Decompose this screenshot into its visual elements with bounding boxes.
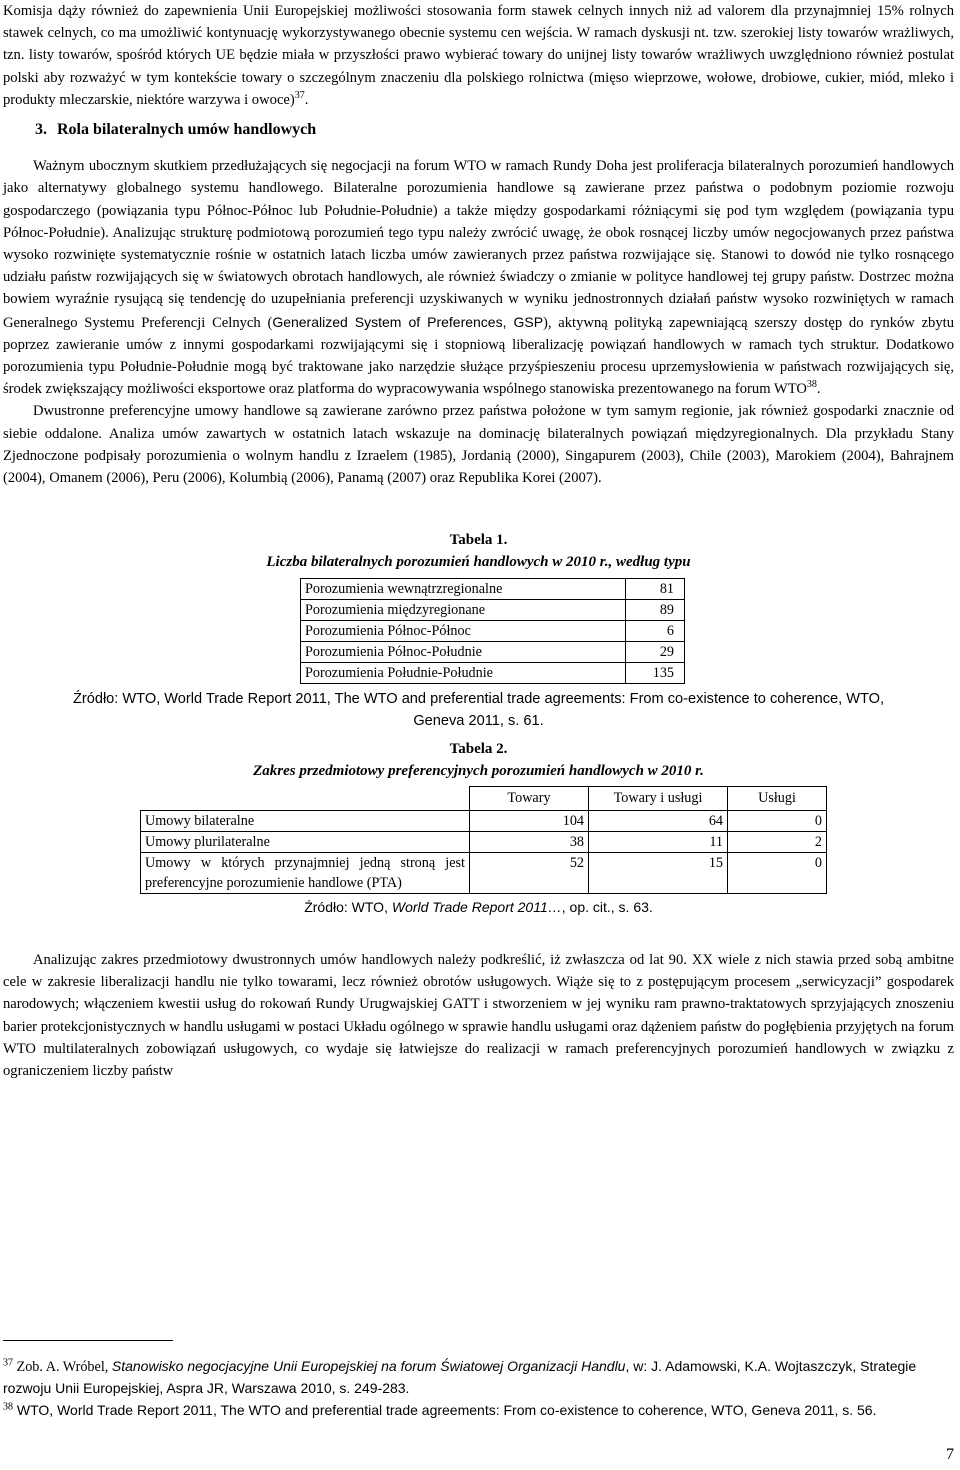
footnote-38 [3,1400,954,1422]
table1-row-label: Porozumienia Północ-Południe [301,641,626,662]
table2-row-label: Umowy plurilateralne [141,831,470,852]
table2-row [141,831,827,852]
table1-row-value: 29 [626,641,685,662]
table2-source [3,896,954,919]
section-title: Rola bilateralnych umów handlowych [57,121,317,139]
table2-row-label: Umowy w których przynajmniej jedną stroną jest preferencyjne porozumienie handlowe (PTA) [141,852,470,893]
table1-row-value: 81 [626,578,685,599]
table2-source-a: Źródło: WTO, [304,898,392,915]
gsp-term: Generalized System of Preferences, GSP [272,313,544,330]
footnote-37-b: , w: J. Adamowski, K.A. Wojtaszczyk, Strategie rozwoju Unii Europejskiej, Aspra JR, Warszawa 2010, s. 249-283. [3,1358,917,1396]
table2-cell-services: 2 [728,831,827,852]
body-p2-a: Ważnym ubocznym skutkiem przedłużających się negocjacji na forum WTO w ramach Rundy Doha jest proliferacja bilateralnych porozumień handlowych jako alternatywy globalnego systemu handlowego. Bilateralne porozumienia handlowe są zawierane przez państwa o podobnym poziomie rozwoju gospodarczego (powiązania typu Północ-Północ lub Południe-Południe) a także między gospodarkami różniącymi się pod tym względem (powiązania typu Północ-Południe). Analizując strukturę podmiotową porozumień tego typu należy zwrócić uwagę, że obok rosnącej liczby umów negocjowanych przez państwa wysoko rozwinięte systematycznie rośnie w ostatnich latach liczba umów zawieranych przez państwa rozwijające się. Stanowi to dowód nie tylko rosnącego udziału państw rozwijających się w światowych obrotach handlowych, ale również świadczy o zmianie w polityce handlowej tej grupy państw. Dostrzec można bowiem wyraźnie rysującą się tendencję do uzupełniania preferencji uzyskiwanych w wyniku jednostronnych działań państw wysoko rozwiniętych w ramach Generalnego Systemu Preferencji Celnych ( [3,158,954,331]
footnotes [3,1356,954,1422]
table1-caption: Tabela 1. [449,532,508,549]
footnote-37-number: 37 [3,1357,13,1369]
table2-cell-services: 0 [728,810,827,831]
table1-row-value: 6 [626,620,685,641]
table2-cell-goods-services: 15 [589,852,728,893]
table2 [140,786,827,893]
table1 [300,578,685,684]
footnote-ref-37[interactable]: 37 [294,89,305,101]
body-p2-end: . [816,381,821,398]
table1-row-label: Porozumienia Północ-Północ [301,620,626,641]
table2-source-italic: World Trade Report 2011… [391,898,562,915]
table2-header-goods: Towary [470,787,589,810]
body-paragraph-1 [3,155,954,400]
table1-row-value: 89 [626,599,685,620]
footnote-ref-38[interactable]: 38 [806,379,817,391]
table1-row-value: 135 [626,662,685,683]
table2-row [141,810,827,831]
table2-cell-services: 0 [728,852,827,893]
table2-title: Zakres przedmiotowy preferencyjnych porozumień handlowych w 2010 r. [253,763,704,780]
table2-cell-goods: 104 [470,810,589,831]
body-paragraph-3: Analizując zakres przedmiotowy dwustronnych umów handlowych należy podkreślić, iż zwłaszcza od lat 90. XX wiele z nich stawia przed sobą ambitne cele w zakresie liberalizacji handlu nie tylko towarami, lecz również obrotów usługowych. Wiąże się to z postępującym procesem „serwicyzacji” gospodarek narodowych; włączeniem kwestii usług do rokowań Rundy Urugwajskiej GATT i stworzeniem w jej wyniku ram prawno-traktatowych sprzyjających znoszeniu barier protekcjonistycznych w handlu usługami w postaci Układu ogólnego w sprawie handlu usługami oraz dążeniem państw do pogłębienia przyjętych na forum WTO multilateralnych zobowiązań usługowych, co wydaje się łatwiejsze do realizacji w ramach preferencyjnych porozumień handlowych w związku z ograniczeniem liczby państw [3,951,954,1079]
table2-cell-goods: 38 [470,831,589,852]
intro-end: . [304,91,309,108]
section-heading [35,119,954,141]
table2-source-b: , op. cit., s. 63. [561,898,653,915]
intro-paragraph [3,0,954,111]
table1-row [301,620,685,641]
footnote-38-number: 38 [3,1401,13,1413]
table1-title: Liczba bilateralnych porozumień handlowych w 2010 r., według typu [266,554,691,571]
table2-corner [141,787,470,810]
footnote-38-text: WTO, World Trade Report 2011, The WTO and preferential trade agreements: From co-existence to coherence, WTO, Geneva 2011, s. 56. [13,1402,877,1418]
table2-cell-goods-services: 11 [589,831,728,852]
table1-row [301,662,685,683]
table2-row-label: Umowy bilateralne [141,810,470,831]
body-p2-b: ), aktywną polityką zapewniającą szerszy dostęp do rynków zbytu poprzez zawieranie umów z innymi gospodarkami rozwijającymi się i stopniową liberalizację powiązań handlowych w ramach tych struktur. Dodatkowo porozumienia typu Południe-Południe mogą być traktowane jako narzędzie służące przyśpieszeniu procesu uprzemysłowienia w państwach rozwijających się, środek zwiększający możliwości eksportowe oraz platforma do wypracowywania wspólnego stanowiska prezentowanego na forum WTO [3,314,954,398]
table1-source: Źródło: WTO, World Trade Report 2011, The WTO and preferential trade agreements: From co-existence to coherence, WTO, Geneva 2011, s. 61. [72,690,885,729]
page-number: 7 [946,1445,954,1463]
intro-text: Komisja dąży również do zapewnienia Unii Europejskiej możliwości stosowania form stawek celnych innych niż ad valorem dla przynajmniej 15% rolnych stawek celnych, co ma umożliwić kontynuację wykorzystywanego obecnie systemu cen wejścia. W ramach dyskusji nt. tzw. szerokiej listy towarów wrażliwych, tzn. listy towarów, spośród których UE będzie miała w przyszłości prawo wybierać towary do unijnej listy towarów wrażliwych uwzględniono również postulat polski aby rozważyć w tym kontekście towary o szczególnym znaczeniu dla polskiego rolnictwa (mięso wieprzowe, wołowe, drobiowe, cukier, miód, mleko i produkty mleczarskie, niektóre warzywa i owoce) [3,3,954,108]
table1-row [301,578,685,599]
table2-header-services: Usługi [728,787,827,810]
footnote-divider [3,1340,173,1341]
table2-row [141,852,827,893]
table1-row-label: Porozumienia wewnątrzregionalne [301,578,626,599]
footnote-37-a: Zob. A. Wróbel, [13,1359,112,1375]
section-number: 3. [35,121,47,139]
table2-header-goods-services: Towary i usługi [589,787,728,810]
table1-row [301,641,685,662]
table2-caption: Tabela 2. [449,741,508,758]
footnote-37-italic: Stanowisko negocjacyjne Unii Europejskiej na forum Światowej Organizacji Handlu [111,1358,626,1374]
footnote-37 [3,1356,954,1400]
table2-cell-goods-services: 64 [589,810,728,831]
table1-row-label: Porozumienia międzyregionane [301,599,626,620]
body-paragraph-2: Dwustronne preferencyjne umowy handlowe są zawierane zarówno przez państwa położone w tym samym regionie, jak również gospodarki znacznie od siebie oddalone. Analiza umów zawartych w ostatnich latach wskazuje na dominację bilateralnych powiązań międzyregionalnych. Dla przykładu Stany Zjednoczone podpisały porozumienia o wolnym handlu z Izraelem (1985), Jordanią (2000), Singapurem (2003), Chile (2003), Marokiem (2004), Bahrajnem (2004), Omanem (2006), Peru (2006), Kolumbią (2006), Panamą (2007) oraz Republika Korei (2007). [3,403,954,487]
table1-row-label: Porozumienia Południe-Południe [301,662,626,683]
table2-cell-goods: 52 [470,852,589,893]
table1-row [301,599,685,620]
